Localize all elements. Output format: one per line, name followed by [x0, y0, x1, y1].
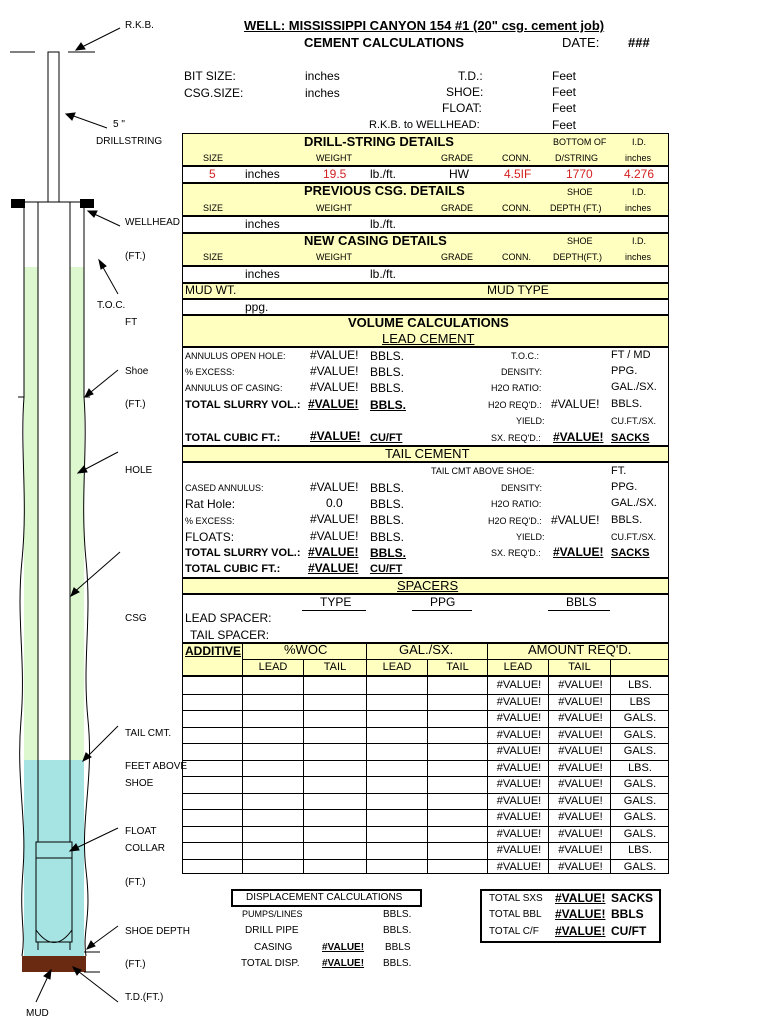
drillstring-col-inches: inches — [625, 153, 652, 163]
label-toc: T.O.C. — [97, 300, 126, 311]
drillstring-grade-value: HW — [449, 167, 469, 181]
additive-woc-lead: LEAD — [258, 661, 288, 673]
lead-cement-fill — [24, 267, 38, 760]
label-wellhead: WELLHEAD — [125, 217, 181, 228]
tail-density-unit: PPG. — [611, 481, 638, 493]
disp-casing-label: CASING — [254, 942, 293, 953]
additive-row-lead-amount: #VALUE! — [496, 778, 542, 790]
additive-row-tail-amount: #VALUE! — [558, 728, 603, 741]
tail-above-shoe-unit: FT. — [611, 465, 627, 477]
label-drill-size: 5 " — [113, 119, 125, 130]
tail-excess-unit: BBLS. — [370, 513, 405, 527]
additive-row-lead-amount: #VALUE! — [496, 761, 542, 774]
tail-excess-value: #VALUE! — [310, 512, 359, 526]
additive-galsx-head: GAL./SX. — [399, 642, 454, 657]
disp-total-unit: BBLS. — [383, 958, 412, 969]
lead-h2o-ratio-label: H2O RATIO: — [491, 383, 542, 393]
mud-ppg-unit: ppg. — [245, 300, 269, 314]
tail-sx-req-label: SX. REQ'D.: — [491, 548, 541, 558]
additive-gal-lead: LEAD — [382, 661, 412, 673]
tail-rat-hole-unit: BBLS. — [370, 497, 405, 511]
label-shoe-depth: SHOE DEPTH — [125, 926, 191, 937]
shoe-label: SHOE: — [446, 85, 484, 99]
new-csg-id: I.D. — [632, 236, 647, 246]
additive-amt-tail: TAIL — [568, 661, 591, 673]
mud-type-label: MUD TYPE — [487, 283, 549, 297]
tail-h2o-req-value: #VALUE! — [551, 513, 600, 527]
spacers-title: SPACERS — [397, 578, 459, 593]
label-wellhead-ft: (FT.) — [125, 251, 146, 262]
additive-row-unit: GALS. — [623, 860, 657, 873]
label-toc-ft: FT — [125, 317, 138, 328]
tail-total-cubic-value: #VALUE! — [308, 561, 359, 575]
lead-annulus-open-value: #VALUE! — [310, 348, 359, 362]
drillstring-col-conn: CONN. — [502, 153, 531, 163]
prev-csg-col-depth: DEPTH (FT.) — [550, 203, 602, 213]
additive-row-unit: LBS — [629, 695, 651, 708]
additive-row-tail-amount: #VALUE! — [558, 712, 603, 724]
disp-total-label: TOTAL DISP. — [241, 958, 300, 969]
lead-excess-unit: BBLS. — [370, 365, 405, 379]
disp-casing-value: #VALUE! — [322, 942, 365, 953]
label-float: FLOAT — [125, 826, 157, 837]
lead-yield-unit: CU.FT./SX. — [611, 416, 657, 426]
new-csg-col-size: SIZE — [203, 252, 224, 262]
additive-row-unit: LBS. — [628, 844, 652, 856]
lead-total-cubic-value: #VALUE! — [310, 429, 361, 443]
prev-csg-col-size: SIZE — [203, 203, 224, 213]
additive-amt-lead: LEAD — [503, 661, 533, 673]
lead-sx-req-label: SX. REQ'D.: — [491, 433, 541, 443]
drillstring-weight-value: 19.5 — [323, 167, 347, 181]
mud-wt-label: MUD WT. — [185, 283, 237, 297]
lead-h2o-req-unit: BBLS. — [611, 398, 643, 410]
label-tail-cmt: TAIL CMT. — [125, 728, 172, 739]
tail-cased-annulus-label: CASED ANNULUS: — [185, 483, 264, 493]
spacer-type-head: TYPE — [320, 595, 352, 609]
lead-excess-label: % EXCESS: — [185, 367, 235, 377]
prev-csg-weight-unit: lb./ft. — [370, 217, 397, 231]
lead-sacks-unit: SACKS — [611, 432, 650, 444]
additive-row-lead-amount: #VALUE! — [496, 811, 542, 823]
additive-amount-head: AMOUNT REQ'D. — [528, 642, 632, 657]
drillstring-id-value: 4.276 — [624, 167, 655, 181]
new-csg-col-grade: GRADE — [441, 252, 474, 262]
label-shoe: Shoe — [125, 366, 149, 377]
drillstring-id: I.D. — [632, 137, 647, 147]
lead-annulus-casing-label: ANNULUS OF CASING: — [185, 383, 283, 393]
tail-total-slurry-label: TOTAL SLURRY VOL.: — [185, 547, 301, 559]
drillstring-title: DRILL-STRING DETAILS — [304, 134, 454, 149]
lead-annulus-open-label: ANNULUS OPEN HOLE: — [185, 351, 286, 361]
prev-csg-id: I.D. — [632, 187, 647, 197]
tail-floats-value: #VALUE! — [310, 529, 359, 543]
additive-row-lead-amount: #VALUE! — [496, 712, 542, 724]
drillstring-pipe — [48, 52, 59, 202]
rkb-wellhead-label: R.K.B. to WELLHEAD: — [369, 119, 480, 131]
drillstring-conn-value: 4.5IF — [504, 167, 532, 181]
tail-rat-hole-label: Rat Hole: — [185, 497, 236, 511]
additive-row-lead-amount: #VALUE! — [496, 794, 542, 807]
additive-row-lead-amount: #VALUE! — [496, 745, 542, 757]
td-unit: Feet — [552, 69, 577, 83]
rkb-unit: Feet — [552, 118, 577, 132]
tail-h2o-ratio-label: H2O RATIO: — [491, 499, 542, 509]
additive-woc-head: %WOC — [284, 642, 328, 657]
drillstring-size-unit: inches — [245, 167, 280, 181]
disp-pumps-label: PUMPS/LINES — [242, 909, 303, 919]
label-shoe-ft: (FT.) — [125, 399, 146, 410]
spacer-ppg-head: PPG — [430, 595, 456, 609]
page-title: CEMENT CALCULATIONS — [304, 35, 465, 50]
label-csg: CSG — [125, 613, 147, 624]
tail-yield-unit: CU.FT./SX. — [611, 532, 657, 542]
total-sxs-value: #VALUE! — [555, 891, 606, 905]
drillstring-col-size: SIZE — [203, 153, 224, 163]
bit-size-unit: inches — [305, 69, 340, 83]
lead-total-cubic-unit: CU/FT — [370, 432, 403, 444]
prev-csg-col-conn: CONN. — [502, 203, 531, 213]
prev-csg-shoe: SHOE — [567, 187, 593, 197]
lead-total-slurry-label: TOTAL SLURRY VOL.: — [185, 399, 301, 411]
prev-csg-title: PREVIOUS CSG. DETAILS — [304, 183, 465, 198]
drillstring-weight-unit: lb./ft. — [370, 167, 397, 181]
additive-row-unit: GALS. — [623, 811, 657, 823]
additive-row-unit: GALS. — [623, 794, 657, 807]
well-title: WELL: MISSISSIPPI CANYON 154 #1 (20" csg. cement job) — [244, 18, 605, 33]
lead-density-unit: PPG. — [611, 365, 638, 377]
new-csg-shoe: SHOE — [567, 236, 593, 246]
additive-row-lead-amount: #VALUE! — [496, 844, 542, 856]
new-csg-col-weight: WEIGHT — [316, 252, 352, 262]
lead-annulus-casing-unit: BBLS. — [370, 381, 405, 395]
lead-sx-req-value: #VALUE! — [553, 430, 604, 444]
bit-size-label: BIT SIZE: — [184, 69, 236, 83]
lead-total-slurry-unit: BBLS. — [370, 398, 406, 412]
label-collar: COLLAR — [125, 843, 166, 854]
float-label: FLOAT: — [442, 101, 482, 115]
total-cf-unit: CU/FT — [611, 924, 647, 938]
tail-yield-label: YIELD: — [516, 532, 545, 542]
additive-row-tail-amount: #VALUE! — [558, 811, 603, 823]
total-sxs-label: TOTAL SXS — [489, 893, 543, 904]
csg-size-unit: inches — [305, 86, 340, 100]
additive-table — [182, 676, 669, 874]
tail-sacks-unit: SACKS — [611, 547, 650, 559]
additive-row-tail-amount: #VALUE! — [558, 695, 603, 708]
prev-csg-col-weight: WEIGHT — [316, 203, 352, 213]
additive-woc-tail: TAIL — [323, 661, 347, 673]
wellhead-block — [11, 199, 25, 208]
tail-density-label: DENSITY: — [501, 483, 543, 493]
additive-row-unit: GALS. — [623, 745, 657, 757]
tail-excess-label: % EXCESS: — [185, 516, 235, 526]
total-bbl-label: TOTAL BBL — [489, 909, 542, 920]
total-cf-value: #VALUE! — [555, 924, 606, 938]
additive-gal-tail: TAIL — [446, 661, 469, 673]
tail-total-slurry-unit: BBLS. — [370, 546, 406, 560]
displacement-title: DISPLACEMENT CALCULATIONS — [246, 892, 403, 903]
additive-row-unit: LBS. — [628, 761, 652, 774]
label-shoe-depth-ft: (FT.) — [125, 959, 146, 970]
tail-cased-annulus-unit: BBLS. — [370, 481, 405, 495]
tail-floats-unit: BBLS. — [370, 530, 405, 544]
label-drillstring: DRILLSTRING — [96, 136, 163, 147]
new-csg-col-inches: inches — [625, 252, 652, 262]
additive-row-unit: LBS. — [628, 679, 652, 691]
shoe-unit: Feet — [552, 85, 577, 99]
lead-annulus-casing-value: #VALUE! — [310, 380, 359, 394]
disp-total-value: #VALUE! — [322, 958, 365, 969]
label-td: T.D.(FT.) — [125, 992, 164, 1003]
drillstring-size-value: 5 — [209, 167, 216, 181]
additive-row-tail-amount: #VALUE! — [558, 860, 603, 873]
new-csg-col-conn: CONN. — [502, 252, 531, 262]
disp-drillpipe-label: DRILL PIPE — [245, 925, 299, 936]
lead-yield-label: YIELD: — [516, 416, 545, 426]
lead-toc-label: T.O.C.: — [511, 351, 540, 361]
lead-annulus-open-unit: BBLS. — [370, 349, 405, 363]
prev-csg-col-inches: inches — [625, 203, 652, 213]
lead-total-slurry-value: #VALUE! — [308, 397, 359, 411]
tail-cement-title: TAIL CEMENT — [385, 446, 470, 461]
additive-row-tail-amount: #VALUE! — [558, 778, 603, 790]
drillstring-col-grade: GRADE — [441, 153, 474, 163]
additive-row-tail-amount: #VALUE! — [558, 827, 603, 840]
disp-casing-unit: BBLS — [385, 942, 411, 953]
lead-cement-title: LEAD CEMENT — [382, 331, 475, 346]
tail-total-cubic-unit: CU/FT — [370, 563, 403, 575]
new-csg-size-unit: inches — [245, 267, 280, 281]
mud-band — [182, 283, 669, 299]
lead-excess-value: #VALUE! — [310, 364, 359, 378]
label-mud: MUD — [26, 1008, 49, 1019]
float-collar — [36, 842, 72, 942]
tail-h2o-req-unit: BBLS. — [611, 514, 643, 526]
prev-csg-size-unit: inches — [245, 217, 280, 231]
additive-row-unit: GALS. — [623, 712, 657, 724]
csg-size-label: CSG.SIZE: — [184, 86, 244, 100]
tail-spacer-label: TAIL SPACER: — [190, 628, 270, 642]
date-value: ### — [628, 35, 650, 50]
date-label: DATE: — [562, 35, 600, 50]
additive-row-tail-amount: #VALUE! — [558, 679, 603, 691]
new-csg-col-depth: DEPTH(FT.) — [553, 252, 602, 262]
tail-above-shoe-label: TAIL CMT ABOVE SHOE: — [431, 466, 535, 476]
additive-row-lead-amount: #VALUE! — [496, 860, 542, 873]
additive-row-lead-amount: #VALUE! — [496, 827, 542, 840]
tail-sx-req-value: #VALUE! — [553, 545, 604, 559]
additive-row-tail-amount: #VALUE! — [558, 745, 603, 757]
td-label: T.D.: — [458, 69, 483, 83]
float-unit: Feet — [552, 101, 577, 115]
additive-row-lead-amount: #VALUE! — [496, 728, 542, 741]
spacer-bbls-head: BBLS — [566, 595, 597, 609]
total-cf-label: TOTAL C/F — [489, 926, 539, 937]
lead-total-cubic-label: TOTAL CUBIC FT.: — [185, 432, 281, 444]
tail-total-slurry-value: #VALUE! — [308, 545, 359, 559]
additive-row-unit: GALS. — [623, 778, 657, 790]
lead-toc-unit: FT / MD — [611, 349, 651, 361]
additive-row-unit: GALS. — [623, 728, 657, 741]
lead-h2o-req-value: #VALUE! — [551, 397, 600, 411]
label-feet-above-shoe: SHOE — [125, 778, 154, 789]
label-hole: HOLE — [125, 465, 153, 476]
tail-rat-hole-value: 0.0 — [326, 496, 343, 510]
drillstring-col-weight: WEIGHT — [316, 153, 352, 163]
additive-row-tail-amount: #VALUE! — [558, 761, 603, 774]
drillstring-depth-value: 1770 — [566, 167, 593, 181]
total-bbl-value: #VALUE! — [555, 907, 606, 921]
total-sxs-unit: SACKS — [611, 891, 654, 905]
prev-csg-col-grade: GRADE — [441, 203, 474, 213]
lead-h2o-ratio-unit: GAL./SX. — [611, 381, 657, 393]
new-csg-weight-unit: lb./ft. — [370, 267, 397, 281]
lead-spacer-label: LEAD SPACER: — [185, 611, 272, 625]
additive-row-lead-amount: #VALUE! — [496, 679, 542, 691]
lead-h2o-req-label: H2O REQ'D.: — [488, 400, 542, 410]
tail-h2o-req-label: H2O REQ'D.: — [488, 516, 542, 526]
label-feet-above: FEET ABOVE — [125, 761, 188, 772]
additive-head: ADDITIVE — [185, 644, 242, 658]
label-float-ft: (FT.) — [125, 877, 146, 888]
drillstring-bottom-of: BOTTOM OF — [553, 137, 607, 147]
lead-density-label: DENSITY: — [501, 367, 543, 377]
additive-row-unit: GALS. — [623, 827, 657, 840]
new-csg-title: NEW CASING DETAILS — [304, 233, 447, 248]
tail-floats-label: FLOATS: — [185, 530, 235, 544]
additive-row-lead-amount: #VALUE! — [496, 695, 542, 708]
wellbore-diagram — [0, 0, 180, 1024]
drillstring-col-dstring: D/STRING — [555, 153, 599, 163]
tail-h2o-ratio-unit: GAL./SX. — [611, 497, 657, 509]
disp-drillpipe-unit: BBLS. — [383, 925, 412, 936]
total-bbl-unit: BBLS — [611, 907, 644, 921]
tail-cased-annulus-value: #VALUE! — [310, 480, 359, 494]
additive-row-tail-amount: #VALUE! — [558, 794, 603, 807]
label-rkb: R.K.B. — [125, 20, 154, 31]
additive-row-tail-amount: #VALUE! — [558, 844, 603, 856]
disp-pumps-unit: BBLS. — [383, 909, 412, 920]
volume-title: VOLUME CALCULATIONS — [348, 315, 509, 330]
tail-total-cubic-label: TOTAL CUBIC FT.: — [185, 563, 281, 575]
